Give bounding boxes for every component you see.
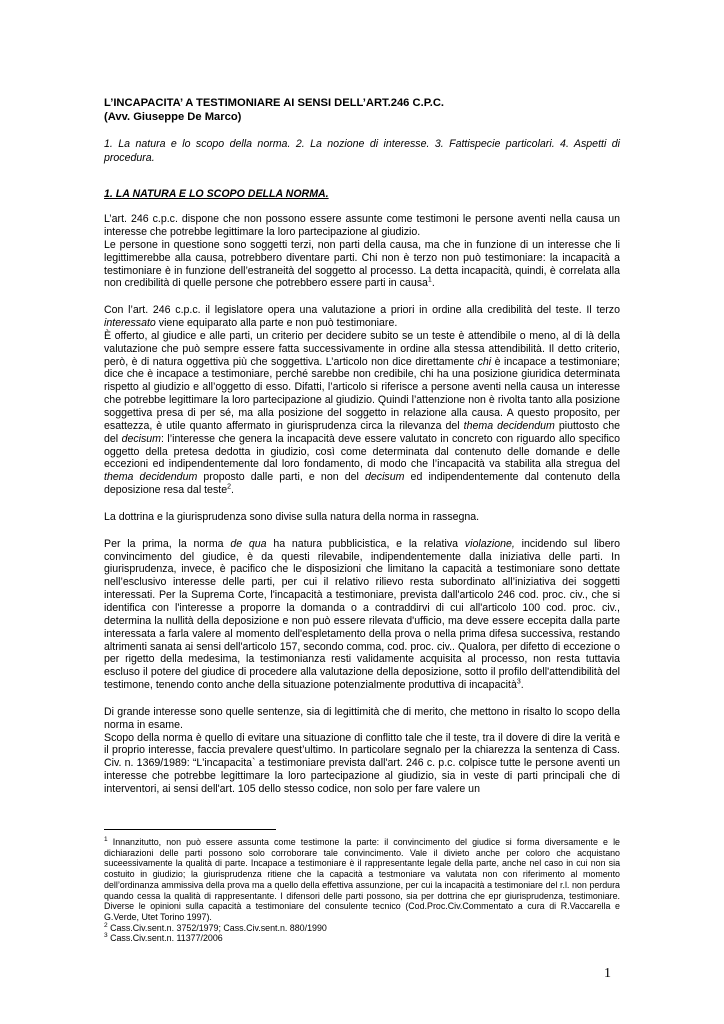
footnote-3: $^3$ Cass.Civ.sent.n. 11377/2006 xyxy=(104,932,223,944)
table-of-contents: 1. La natura e lo scopo della norma. 2. La nozione di interesse. 3. Fattispecie particolari. 4. Aspetti di procedura. xyxy=(104,138,620,164)
page-number: 1 xyxy=(604,966,611,981)
section-heading: 1. LA NATURA E LO SCOPO DELLA NORMA. xyxy=(104,188,329,201)
paragraph-3: La dottrina e la giurisprudenza sono divise sulla natura della norma in rassegna. xyxy=(104,510,480,523)
footnote-1: $^1$ Innanzitutto, non può essere assunta come testimone la parte: il convincimento del giudice si forma diversamente e le dichiarazioni delle parti possono solo corroborare tale convincimento. Vale il divieto anche per coloro che acquistano suceessivamente la qualità di parte. Incapace a testimoniare è il rappresentante legale della parte, anche nel caso in cui non sia costuito in giudizio; la giurisprudenza ritiene che la capacità a testmoniare va valutata non con riferimento al momento dell’ordinanza ammissiva della prova ma a quello della effettiva assunzione, per cui la incapacità a testimoniare del r.l. non perdura quando cessa la qualità di rappresentante. I difensori delle parti possono, sia per dottrina che epr giurisprudenza, testimoniare. Diverse le opinioni sulla capacità a testimoniare del consulente tecnico (Cod.Proc.Civ.Commentato a cura di R.Vaccarella e G.Verde, Utet Torino 1997). xyxy=(104,836,620,922)
author-line: (Avv. Giuseppe De Marco) xyxy=(104,111,242,123)
footnote-ref-1: 1 xyxy=(427,276,432,284)
page-content xyxy=(104,96,620,796)
title-line: L’INCAPACITA’ A TESTIMONIARE AI SENSI DELL’ART.246 C.P.C. xyxy=(104,97,445,109)
footnote-ref-3: 3 xyxy=(516,678,521,686)
paragraph-4: Per la prima, la norma de qua ha natura pubblicistica, e la relativa violazione, incidendo sul libero convincimento del giudice, è da questi rilevabile, indipendentemente dalla iniziativa delle parti. In giurisprudenza, invece, è pacifico che le disposizioni che limitano la capacità a testimoniare sono dettate nell’esclusivo interesse delle parti, per cui il relativo rilievo resta subordinato all’iniziativa dei soggetti interessati. Per la Suprema Corte, l'incapacità a testimoniare, prevista dall'articolo 246 cod. proc. civ., che si identifica con l'interesse a proporre la domanda o a contraddirvi di cui all'articolo 100 cod. proc. civ., determina la nullità della deposizione e non può essere rilevata d'ufficio, ma deve essere eccepita dalla parte interessata a farla valere al momento dell'espletamento della prova o nella prima difesa successiva, restando altrimenti sanata ai sensi dell'articolo 157, secondo comma, cod. proc. civ.. Qualora, per difetto di eccezione o per rigetto della medesima, la testimonianza resti validamente acquisita al processo, non resta tuttavia escluso il potere del giudice di procedere alla valutazione della deposizione, sotto il profilo dell'attendibilità del testimone, tenendo conto anche della situazione potenzialmente produttiva di incapacità$^3$. xyxy=(104,537,621,692)
footnotes xyxy=(104,837,620,944)
footnote-separator xyxy=(104,829,276,830)
footnote-ref-2: 2 xyxy=(227,483,231,491)
footnote-2: $^2$ Cass.Civ.sent.n. 3752/1979; Cass.Civ.sent.n. 880/1990 xyxy=(104,921,327,933)
paragraph-5: Di grande interesse sono quelle sentenze, sia di legittimità che di merito, che mettono in risalto lo scopo della norma in esame. Scopo della norma è quello di evitare una situazione di conflitto tale che il teste, tra il dovere di dire la verità e il proprio interesse, faccia prevalere quest’ultimo. In particolare segnalo per la chiarezza la sentenza di Cass. Civ. n. 1369/1989: “L'incapacita` a testimoniare prevista dall'art. 246 c. p.c. colpisce tutte le persone aventi un interesse che potrebbe legittimare la loro partecipazione al giudizio, sia in veste di parti principali che di interventori, ai sensi dell'art. 105 dello stesso codice, non solo per fare valere un xyxy=(104,705,620,795)
document-title xyxy=(104,96,620,124)
paragraph-2: Con l’art. 246 c.p.c. il legislatore opera una valutazione a priori in ordine alla credibilità del teste. Il terzo interessato viene equiparato alla parte e non può testimoniare. È offerto, al giudice e alle parti, un criterio per decidere subito se un teste è attendibile o meno, al di là della valutazione che può sempre essere fatta successivamente in ordine alla stessa attendibilità. Il detto criterio, però, è di natura oggettiva più che soggettiva. L’articolo non dice direttamente chi è incapace a testimoniare; dice che è incapace a testimoniare, perché sarebbe non credibile, chi ha una posizione giuridica determinata rispetto al giudizio e all’oggetto di esso. Difatti, l’articolo si riferisce a persone aventi nella causa un interesse che potrebbe legittimare la loro partecipazione al giudizio. Quindi l’attenzione non è rivolta tanto alla posizione soggettiva presa di per sé, ma alla posizione del soggetto in relazione alla causa. A questo proposito, per esattezza, è utile quanto affermato in giurisprudenza circa la rilevanza del thema decidendum piuttosto che del decisum: l’interesse che genera la incapacità deve essere valutato in concreto con riguardo allo specifico oggetto della pretesa dedotta in giudizio, così come determinata dal contenuto delle domande e delle eccezioni ed indipendentemente dal loro fondamento, di modo che l’incapacità va stabilita alla stregua del thema decidendum proposto dalle parti, e non del decisum ed indipendentemente dal contenuto della deposizione resa dal teste$^2$. xyxy=(104,304,620,497)
paragraph-1: L’art. 246 c.p.c. dispone che non possono essere assunte come testimoni le persone aventi nella causa un interesse che potrebbe legittimare la loro partecipazione al giudizio. Le persone in questione sono soggetti terzi, non parti della causa, ma che in funzione di un interesse che li legittimerebbe alla causa, potrebbero diventare parti. Chi non è terzo non può testimoniare: la incapacità a testimoniare è in funzione dell’estraneità del soggetto al processo. La detta incapacità, quindi, è correlata alla non credibilità di quelle persone che potrebbero essere parti in causa$^1$. xyxy=(104,213,620,290)
